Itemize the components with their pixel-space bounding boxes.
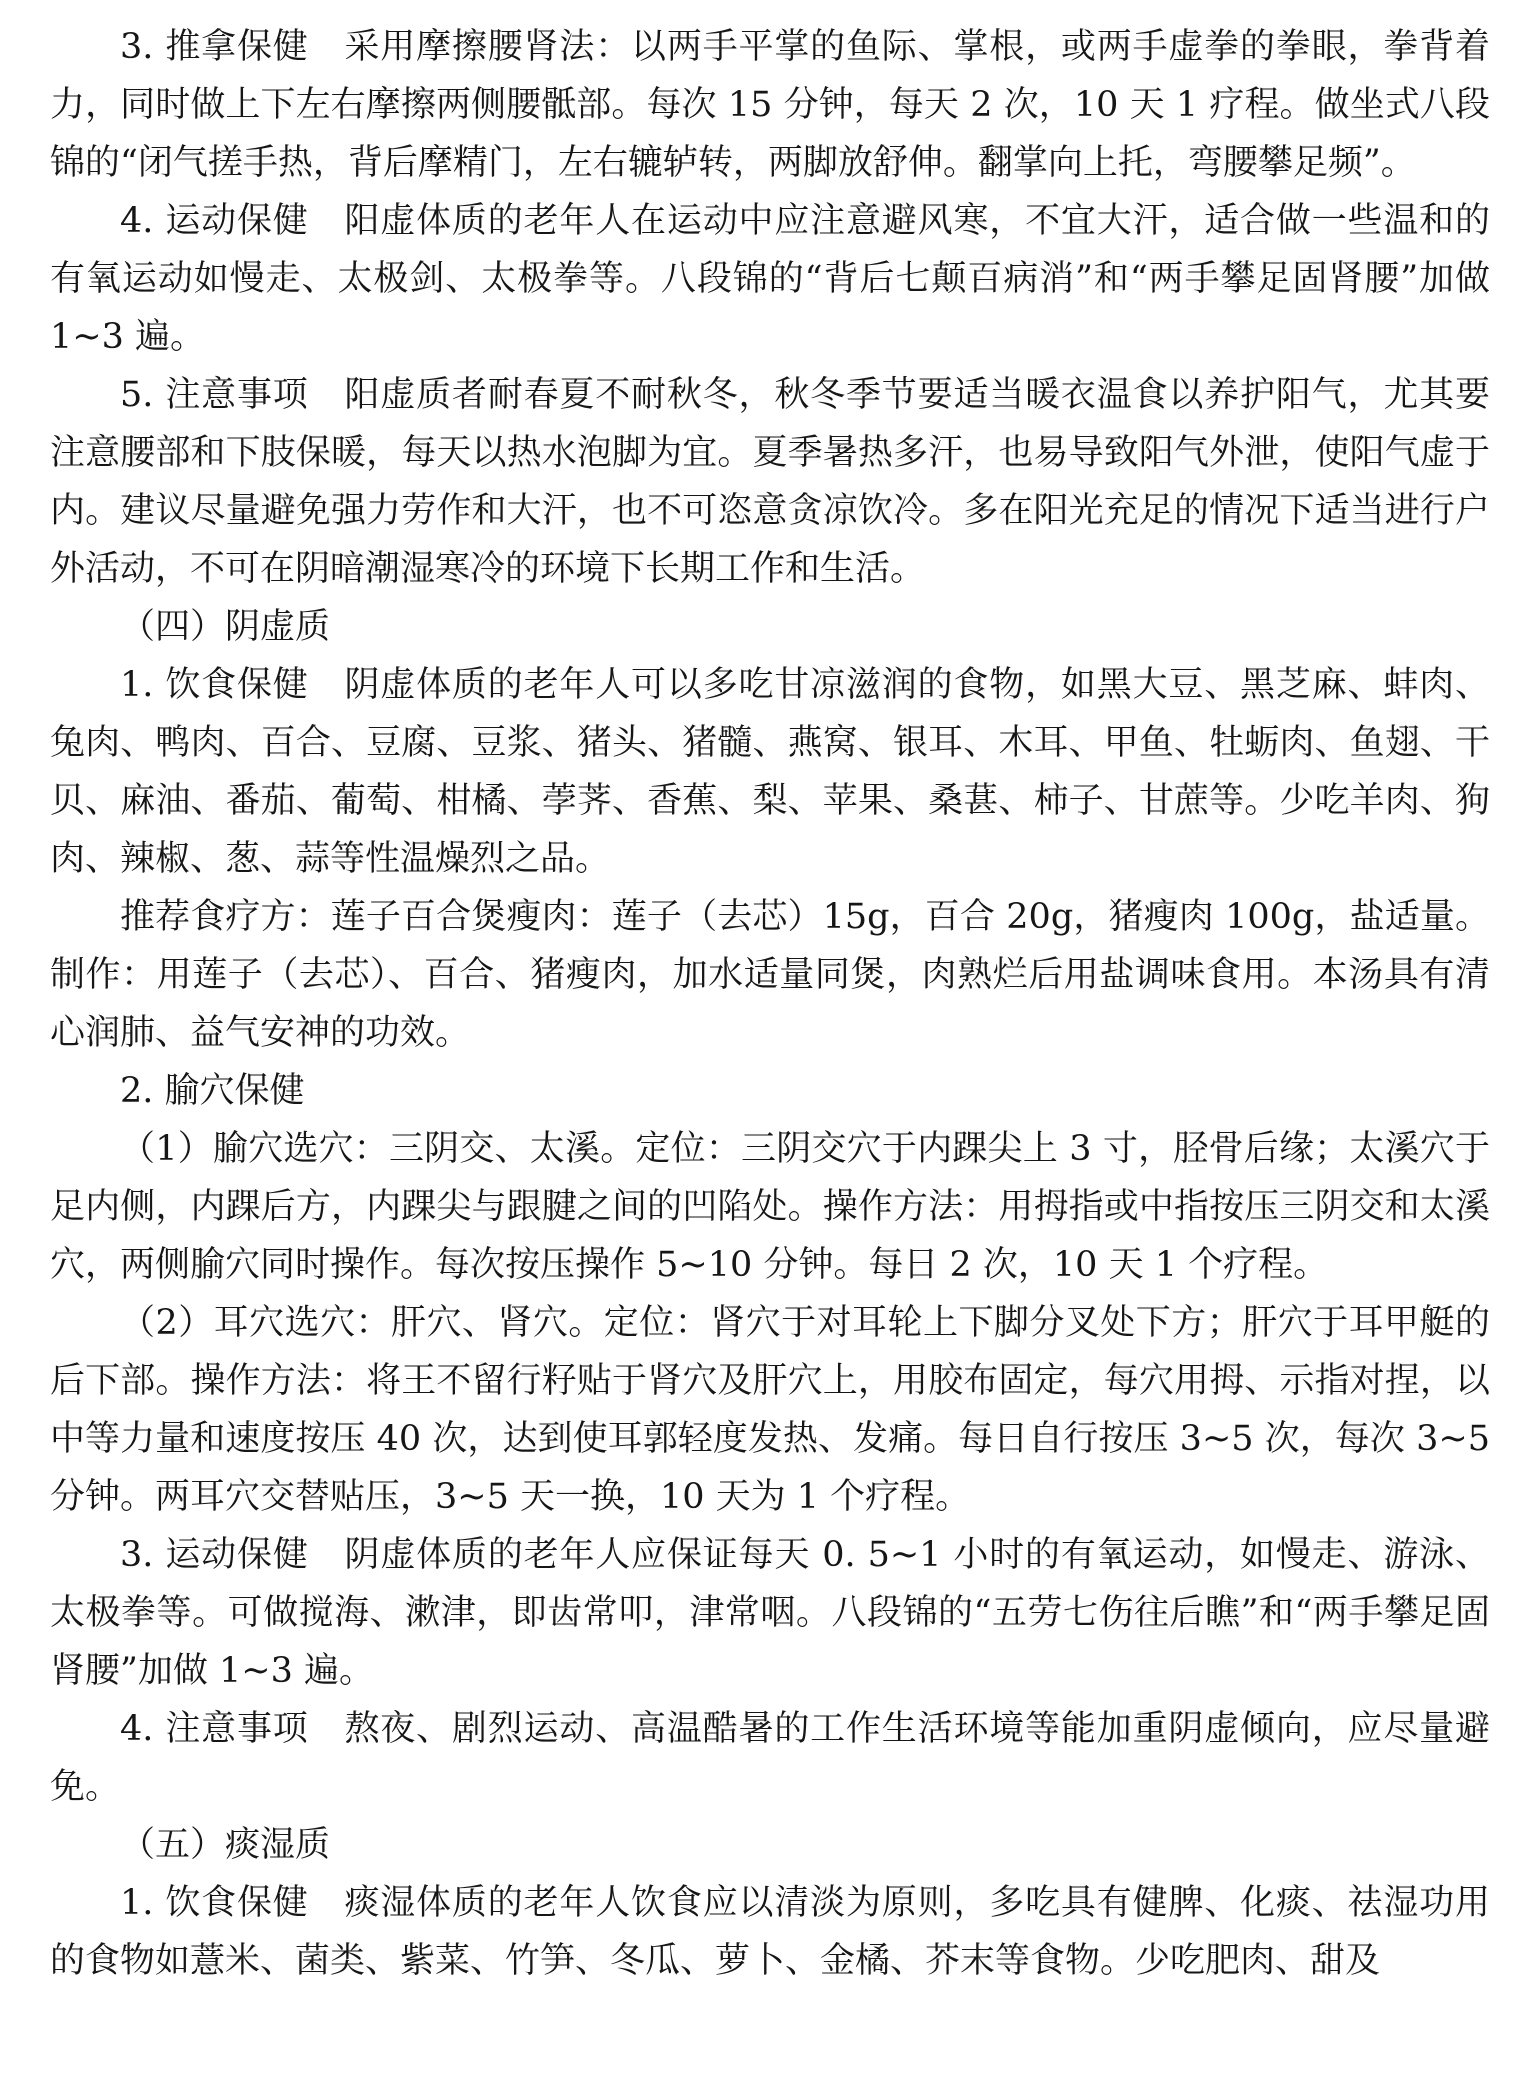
paragraph-ear-point-selection: （2）耳穴选穴：肝穴、肾穴。定位：肾穴于对耳轮上下脚分叉处下方；肝穴于耳甲艇的后下部。操作方法：将王不留行籽贴于肾穴及肝穴上，用胶布固定，每穴用拇、示指对捏，以中等力量和速度按压 40 次，达到使耳郭轻度发热、发痛。每日自行按压 3~5 次，每次 3~5 分钟。两耳穴交替贴压，3~5 天一换，10 天为 1 个疗程。: [50, 1303, 1490, 1517]
paragraph-text: 阳虚体质的老年人在运动中应注意避风寒，不宜大汗，适合做一些温和的有氧运动如慢走、太极剑、太极拳等。八段锦的“背后七颠百病消”和“两手攀足固肾腰”加做 1~3 遍。: [50, 201, 1490, 357]
paragraph-diet-care-phlegm: [50, 1874, 1490, 1990]
section-lead: 3. 推拿保健: [120, 27, 309, 67]
section-lead: 4. 注意事项: [120, 1709, 309, 1749]
section-lead: 3. 运动保健: [120, 1535, 309, 1575]
paragraph-exercise-care: [50, 192, 1490, 366]
paragraph-massage-care: [50, 18, 1490, 192]
paragraph-text: 痰湿体质的老年人饮食应以清淡为原则，多吃具有健脾、化痰、祛湿功用的食物如薏米、菌类、紫菜、竹笋、冬瓜、萝卜、金橘、芥末等食物。少吃肥肉、甜及: [50, 1883, 1490, 1981]
section-lead: 5. 注意事项: [120, 375, 309, 415]
section-heading-phlegm-dampness: （五）痰湿质: [120, 1825, 331, 1865]
section-lead: 1. 饮食保健: [120, 1883, 309, 1923]
paragraph-precautions: [50, 366, 1490, 598]
section-lead: 4. 运动保健: [120, 201, 309, 241]
subheading-acupoint-care: 2. 腧穴保健: [120, 1071, 305, 1111]
paragraph-text: 采用摩擦腰肾法：以两手平掌的鱼际、掌根，或两手虚拳的拳眼，拳背着力，同时做上下左右摩擦两侧腰骶部。每次 15 分钟，每天 2 次，10 天 1 疗程。做坐式八段锦的“闭气搓手热，背后摩精门，左右辘轳转，两脚放舒伸。翻掌向上托，弯腰攀足频”。: [50, 27, 1490, 183]
section-heading-yin-deficiency: （四）阴虚质: [120, 607, 331, 647]
section-lead: 1. 饮食保健: [120, 665, 309, 705]
paragraph-text: 阴虚体质的老年人应保证每天 0. 5~1 小时的有氧运动，如慢走、游泳、太极拳等。可做搅海、漱津，即齿常叩，津常咽。八段锦的“五劳七伤往后瞧”和“两手攀足固肾腰”加做 1~3 遍。: [50, 1535, 1490, 1691]
paragraph-exercise-care-yin: [50, 1526, 1490, 1700]
paragraph-acupoint-selection: （1）腧穴选穴：三阴交、太溪。定位：三阴交穴于内踝尖上 3 寸，胫骨后缘；太溪穴于足内侧，内踝后方，内踝尖与跟腱之间的凹陷处。操作方法：用拇指或中指按压三阴交和太溪穴，两侧腧穴同时操作。每次按压操作 5~10 分钟。每日 2 次，10 天 1 个疗程。: [50, 1129, 1490, 1285]
paragraph-diet-care: [50, 656, 1490, 888]
paragraph-text: 熬夜、剧烈运动、高温酷暑的工作生活环境等能加重阴虚倾向，应尽量避免。: [50, 1709, 1490, 1807]
paragraph-recipe: 推荐食疗方：莲子百合煲瘦肉：莲子（去芯）15g，百合 20g，猪瘦肉 100g，盐适量。制作：用莲子（去芯）、百合、猪瘦肉，加水适量同煲，肉熟烂后用盐调味食用。本汤具有清心润肺、益气安神的功效。: [50, 897, 1490, 1053]
paragraph-text: 阴虚体质的老年人可以多吃甘凉滋润的食物，如黑大豆、黑芝麻、蚌肉、兔肉、鸭肉、百合、豆腐、豆浆、猪头、猪髓、燕窝、银耳、木耳、甲鱼、牡蛎肉、鱼翅、干贝、麻油、番茄、葡萄、柑橘、荸荠、香蕉、梨、苹果、桑葚、柿子、甘蔗等。少吃羊肉、狗肉、辣椒、葱、蒜等性温燥烈之品。: [50, 665, 1490, 879]
paragraph-text: 阳虚质者耐春夏不耐秋冬，秋冬季节要适当暖衣温食以养护阳气，尤其要注意腰部和下肢保暖，每天以热水泡脚为宜。夏季暑热多汗，也易导致阳气外泄，使阳气虚于内。建议尽量避免强力劳作和大汗，也不可恣意贪凉饮冷。多在阳光充足的情况下适当进行户外活动，不可在阴暗潮湿寒冷的环境下长期工作和生活。: [50, 375, 1490, 589]
document-page: [50, 18, 1490, 1990]
paragraph-precautions-yin: [50, 1700, 1490, 1816]
